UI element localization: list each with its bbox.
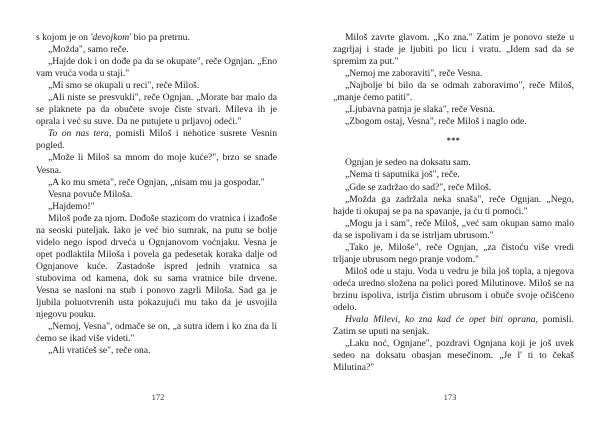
- italic-text: Hvala Milevi, ko zna kad će opet biti oprana,: [345, 314, 538, 326]
- text-run: Miloš pođe za njom. Dođoše stazicom do vratnica i izađoše na seoski puteljak. Iako je već bio sumrak, na putu se bolje videlo nego ispod drveća u Ognjanovom voćnjaku. Vesna je opet podlaktila Miloša i povela ga pedesetak koraka dalje od Ognjanove kuće. Zastadoše ispred jednih vratnica sa stubovima od kamena, dok su sama vratnice bile drvene. Vesna se nasloni na stub i ponovo zagrli Miloša. Sad ga je ljubila poluotvrenih usta pokazujući mu tako da je usvojila njegovu pouku.: [36, 212, 277, 321]
- text-run: „Hajdemo!": [48, 200, 95, 212]
- text-run: pomisli. Zatim se uputi na senjak.: [333, 314, 574, 338]
- paragraph: [333, 68, 574, 80]
- left-page-number: 172: [151, 392, 165, 402]
- paragraph: [333, 104, 574, 116]
- paragraph: [36, 189, 277, 201]
- text-run: „Zbogom ostaj, Vesna", reče Miloš i naglo ode.: [345, 116, 527, 128]
- paragraph: [333, 116, 574, 128]
- paragraph: [333, 194, 574, 218]
- paragraph: [333, 314, 574, 338]
- text-run: „Laku noć, Ognjane", pozdravi Ognjana koji je još uvek sedeo na doksatu obasjan mesečinom. „Je l' ti to čekaš Milutina?": [333, 338, 574, 374]
- paragraph: [333, 32, 574, 68]
- text-run: „Gde se zadržao do sad?", reče Miloš.: [345, 181, 492, 193]
- paragraph: [36, 201, 277, 213]
- text-run: „Nema ti saputnika još", reče.: [345, 169, 460, 181]
- text-run: „Najbolje bi bilo da se odmah zaboravimo", reče Miloš, „manje ćemo patiti".: [333, 80, 574, 104]
- right-page-number: 173: [443, 392, 457, 402]
- paragraph: [333, 80, 574, 104]
- paragraph: [36, 44, 277, 56]
- right-page: [300, 0, 600, 424]
- text-run: bio pa pretrnu.: [131, 32, 190, 43]
- text-run: „Tako je, Miloše", reče Ognjan, „za čistoću više vredi trljanje ubrusom nego pranje vodom.": [333, 241, 574, 265]
- paragraph: [36, 345, 277, 357]
- text-run: „Ali vratićeš se", reče ona.: [48, 345, 151, 357]
- paragraph: [36, 177, 277, 189]
- text-run: Miloš zavrte glavom. „Ko zna." Zatim je ponovo steže u zagrljaj i stade je ljubiti po licu i vratu. „Idem sad da se spremim za put.": [333, 32, 574, 68]
- paragraph: [333, 157, 574, 169]
- paragraph: [333, 266, 574, 314]
- text-run: „Nemoj, Vesna", odmače se on, „a sutra idem i ko zna da li ćemo se ikad više videti.": [36, 321, 277, 345]
- text-run: s kojom je on: [36, 32, 91, 43]
- paragraph: [333, 242, 574, 266]
- paragraph: [333, 218, 574, 242]
- paragraph: [36, 80, 277, 92]
- paragraph: [36, 213, 277, 321]
- text-run: „Ljubavna patnja je slaka", reče Vesna.: [345, 104, 495, 116]
- text-run: „Mogu ja i sam", reče Miloš, „već sam okupan samo malo da se ispolivam i da se istrljam ubrusom.": [333, 217, 574, 241]
- italic-text: To on nas tera,: [48, 128, 112, 140]
- text-run: „A ko mu smeta", reče Ognjan, „nisam mu ja gospodar.": [48, 176, 265, 188]
- section-separator: ***: [446, 136, 461, 146]
- paragraph: [36, 321, 277, 345]
- text-run: Vesna povuče Miloša.: [48, 188, 133, 200]
- paragraph: [36, 32, 277, 44]
- text-run: Ognjan je sedeo na doksatu sam.: [345, 157, 471, 169]
- text-run: „Možda", samo reče.: [48, 44, 129, 56]
- right-section-two: [333, 157, 574, 374]
- text-run: „Ali niste se presvukli", reče Ognjan. „Morate bar malo da se plaknete pa da obučete svoje čiste stvari. Mileva ih je oprala i već su suve. Da ne putujete u prljavoj odeći.": [36, 92, 277, 128]
- text-run: pomisli Miloš i nehotice susrete Vesnin pogled.: [36, 128, 277, 152]
- right-section-one: [333, 32, 574, 128]
- text-run: „Možda ga zadržala neka snaša", reče Ognjan. „Nego, hajde ti okupaj se pa na spavanje, ja ću ti pomoći.": [333, 193, 574, 217]
- paragraph: [36, 56, 277, 80]
- text-run: Miloš ode u staju. Voda u vedru je bila još topla, a njegova odeća uredno složena na polici pored Milutinove. Miloš se na brzinu ispoliva, istrlja čistim ubrusom i obuče svoje očišćeno odelo.: [333, 265, 574, 313]
- paragraph: [36, 152, 277, 176]
- italic-text: 'devojkom': [90, 32, 132, 43]
- text-run: „Nemoj me zaboraviti", reče Vesna.: [345, 68, 483, 80]
- paragraph: [36, 92, 277, 128]
- left-page-text: [36, 32, 277, 357]
- text-run: „Mi smo se okupali u reci", reče Miloš.: [48, 80, 200, 92]
- paragraph: [333, 338, 574, 374]
- paragraph: [333, 182, 574, 194]
- text-run: „Hajde dok i on dođe pa da se okupate", reče Ognjan. „Eno vam vruća voda u staji.": [36, 56, 277, 80]
- right-page-text: [333, 32, 574, 374]
- paragraph: [36, 128, 277, 152]
- text-run: „Može li Miloš sa mnom do moje kuće?", brzo se snađe Vesna.: [36, 152, 277, 176]
- paragraph: [333, 169, 574, 181]
